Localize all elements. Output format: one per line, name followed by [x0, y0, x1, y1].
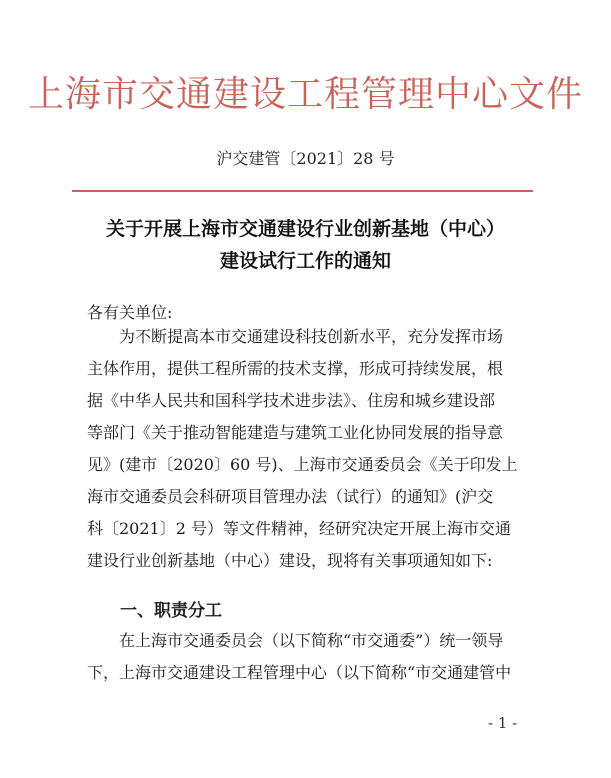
page-number: - 1 - [488, 714, 518, 732]
org-header-title: 上海市交通建设工程管理中心文件 [27, 74, 583, 115]
document-title-line-2: 建设试行工作的通知 [219, 250, 391, 272]
header-divider [72, 190, 533, 192]
body-line: 等部门《关于推动智能建造与建筑工业化协同发展的指导意 [87, 423, 504, 442]
section-heading: 一、职责分工 [120, 601, 222, 621]
document-number: 沪交建管〔2021〕28 号 [216, 149, 395, 168]
body-line: 海市交通委员会科研项目管理办法（试行）的通知》(沪交 [87, 487, 494, 506]
body-line: 为不断提高本市交通建设科技创新水平，充分发挥市场 [87, 327, 504, 346]
section-body-line: 在上海市交通委员会（以下简称“市交通委”）统一领导 [87, 631, 504, 650]
body-line: 主体作用，提供工程所需的技术支撑，形成可持续发展，根 [87, 359, 504, 378]
salutation: 各有关单位: [87, 303, 173, 322]
section-body-line: 下，上海市交通建设工程管理中心（以下简称“市交通建管中 [87, 663, 512, 682]
body-line: 建设行业创新基地（中心）建设，现将有关事项通知如下: [87, 551, 493, 570]
body-line: 据《中华人民共和国科学技术进步法》、住房和城乡建设部 [87, 391, 496, 410]
document-title-line-1: 关于开展上海市交通建设行业创新基地（中心） [105, 218, 505, 240]
body-line: 见》(建市〔2020〕60 号)、上海市交通委员会《关于印发上 [87, 455, 518, 474]
body-line: 科〔2021〕2 号）等文件精神，经研究决定开展上海市交通 [87, 519, 511, 538]
